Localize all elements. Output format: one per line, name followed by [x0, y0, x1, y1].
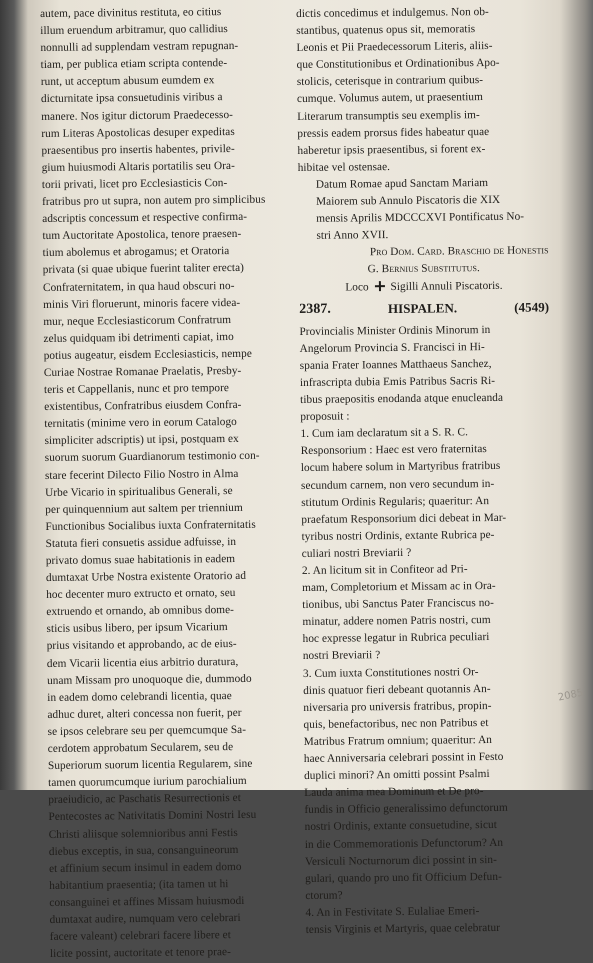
text-line: facere valeant) celebrari facere libere et: [49, 929, 231, 944]
text-line: tiam, per publica etiam scripta contende-: [40, 57, 228, 72]
text-line: Angelorum Provincia S. Francisci in Hi-: [299, 340, 485, 355]
text-line: 4. An in Festivitate S. Eulaliae Emeri-: [305, 905, 480, 919]
text-line: existentibus, Confratribus eiusdem Confra-: [44, 399, 242, 414]
text-line: duplici minori? An omitti possint Psalmi: [304, 768, 490, 783]
text-line: gium huiusmodi Altaris portatilis seu Ora-: [41, 159, 235, 174]
text-line: autem, pace divinitus restituta, eo citius: [40, 6, 222, 20]
text-line: Superiorum suorum licentia Regularem, sine: [47, 757, 253, 773]
text-line: rum Literas Apostolicas desuper expeditas: [41, 125, 235, 140]
text-line: haberetur ipsis praesentibus, si forent ex-: [297, 142, 486, 157]
text-line: sticis usibus libero, per ipsum Vicarium: [46, 621, 228, 636]
text-line: potius augeatur, eisdem Ecclesiasticis, nempe: [43, 347, 252, 362]
text-line: hoc expresse legatur in Rubrica peculiari: [302, 631, 490, 646]
text-line: Datum Romae apud Sanctam Mariam: [315, 176, 489, 191]
intro-paragraph: [299, 321, 550, 426]
text-line: Versiculi Nocturnorum dici possint in sin-: [304, 853, 497, 868]
question-4: [305, 902, 555, 939]
text-line: mensis Aprilis MDCCCXVI Pontificatus No-: [316, 210, 525, 225]
text-line: quis, benefactoribus, nec non Patribus et: [303, 716, 489, 731]
text-line: mur, neque Ecclesiasticorum Confratrum: [43, 313, 232, 328]
text-line: stitutum Ordinis Regularis; quaeritur: An: [301, 494, 490, 509]
text-line: praesentibus pro insertis habentes, privile-: [41, 142, 235, 157]
text-line: Provincialis Minister Ordinis Minorum in: [299, 323, 491, 338]
text-line: et affinium secum insimul in eadem domo: [48, 860, 242, 875]
text-line: stolicis, ceterisque in contrarium quibus-: [296, 74, 484, 89]
text-line: locum habere solum in Martyribus fratribus: [300, 460, 501, 475]
text-line: 2. An licitum sit in Confiteor ad Pri-: [301, 563, 468, 577]
text-line: licite possint, auctoritate et tenore prae-: [49, 946, 231, 961]
text-line: minatur, addere nomen Patris nostri, cum: [302, 614, 491, 629]
text-line: Christi aliisque solemnioribus anni Festis: [48, 826, 238, 841]
text-line: nonnulli ad supplendam vestram repugnan-: [40, 40, 239, 55]
book-page: [20, 0, 585, 961]
text-line: praeiudicio, ac Paschatis Resurrectionis et: [48, 792, 241, 807]
text-line: manere. Nos igitur dictorum Praedecesso-: [41, 108, 234, 123]
text-line: fundis in Officio generalissimo defunctorum: [304, 802, 508, 817]
question-3: [303, 663, 555, 905]
text-line: ctorum?: [305, 889, 343, 902]
text-line: Lauda anima mea Dominum et De pro-: [304, 785, 484, 800]
text-line: Pentecostes ac Nativitatis Domini Nostri Iesu: [48, 809, 257, 824]
text-line: spania Frater Ioannes Matthaeus Sanchez,: [299, 357, 492, 372]
text-line: cerdotem approbatum Secularem, seu de: [47, 741, 234, 755]
text-line: adscriptis concessum et respective confirma-: [42, 210, 248, 226]
text-line: adhuc duret, alteri concessa non fuerit, per: [47, 706, 242, 721]
left-column: [40, 3, 308, 963]
datum-paragraph: [298, 174, 549, 245]
text-line: dicturnitate ipsa consuetudinis viribus a: [40, 91, 223, 106]
text-line: tibus praepositis enodanda atque enucleanda: [300, 391, 504, 407]
text-line: Literarum transumptis seu exemplis im-: [297, 108, 480, 123]
text-line: Curiae Nostrae Romanae Praelatis, Presby-: [43, 364, 242, 379]
text-line: dinis quatuor fieri debeant quotannis An-: [303, 682, 491, 697]
text-line: 1. Cum iam declaratum sit a S. R. C.: [300, 426, 469, 441]
entry-header: [299, 298, 549, 318]
text-line: stare fecerint Dilecto Filio Nostro in Alma: [44, 467, 239, 482]
text-line: simpliciter adscriptis) ut ipsi, postquam ex: [44, 433, 239, 448]
text-line: runt, ut acceptum abusum eumdem ex: [40, 74, 215, 89]
right-column: [296, 3, 556, 939]
text-line: tionibus, ubi Sanctus Pater Franciscus no-: [302, 597, 494, 612]
text-line: tensis Virginis et Martyris, quae celebratur: [305, 921, 501, 936]
right-opening-paragraph: [296, 3, 548, 177]
text-line: zelus quidquam ibi detrimenti capiat, imo: [43, 330, 234, 345]
text-line: unam Missam pro unoquoque die, dummodo: [47, 672, 252, 687]
text-line: in die Commemorationis Defunctorum? An: [304, 836, 504, 851]
text-line: nostri Breviarii ?: [302, 649, 381, 663]
text-line: diebus exceptis, in sua, consanguineorum: [48, 843, 239, 858]
text-line: nostri Ordinis, extante consuetudine, sicut: [304, 819, 497, 834]
text-line: tyribus nostri Ordinis, extante Rubrica pe-: [301, 528, 495, 543]
text-line: extruendo et ornando, ab omnibus dome-: [46, 604, 235, 619]
text-line: suorum suorum Guardianorum testimonio con-: [44, 450, 260, 465]
text-line: hoc decenter muro extructo et ornato, seu: [46, 587, 236, 602]
question-1: [300, 424, 551, 563]
text-line: dumtaxat audire, numquam vero celebrari: [49, 911, 241, 926]
text-line: proposuit :: [300, 410, 350, 424]
entry-reference: (4549): [514, 298, 550, 315]
text-line: consanguinei et affines Missam huiusmodi: [49, 894, 245, 909]
text-line: hibitae vel ostensae.: [297, 160, 391, 174]
text-line: niversaria pro universis fratribus, propin-: [303, 699, 492, 714]
text-line: privata (si quae ubique fuerint taliter erecta): [42, 262, 245, 277]
text-line: 3. Cum iuxta Constitutiones nostri Or-: [302, 665, 479, 680]
text-line: Responsorium : Haec est vero fraternitas: [300, 443, 487, 458]
text-line: ternitatis (minime vero in eorum Catalogo: [44, 416, 237, 431]
text-line: haec Anniversaria celebrari possint in Festo: [303, 750, 504, 765]
text-line: dem Vicarii licentia eius arbitrio duratura,: [46, 655, 239, 670]
text-line: pressis eadem prorsus fides habeatur quae: [297, 125, 490, 140]
text-line: secundum carnem, non vero secundum in-: [300, 477, 495, 492]
text-line: habitantium praesentia; (ita tamen ut hi: [49, 877, 229, 892]
text-line: torii privati, licet pro Ecclesiasticis Con-: [41, 176, 228, 191]
text-line: in eadem domo celebrandi licentia, quae: [47, 689, 232, 704]
text-line: Matribus Fratrum omnium; quaeritur: An: [303, 733, 493, 748]
substitute-line: G. Bernius Substitutus.: [367, 262, 480, 276]
text-line: tum Auctoritate Apostolica, tenore praesen-: [42, 228, 242, 243]
text-line: dumtaxat Urbe Nostra existente Oratorio ad: [45, 569, 247, 585]
entry-number: 2387.: [299, 301, 332, 317]
text-line: Statuta fieri consuetis assidue adfuisse, in: [45, 535, 237, 550]
text-line: illum eruendum arbitramur, quo callidius: [40, 23, 228, 38]
text-line: stantibus, quatenus opus sit, memoratis: [296, 23, 476, 38]
text-line: gulari, quando pro uno fit Officium Defun-: [305, 870, 502, 885]
text-line: Leonis et Pii Praedecessorum Literis, aliis-: [296, 40, 493, 55]
text-line: Urbe Vicario in spiritualibus Generali, se: [45, 484, 233, 499]
text-line: mam, Completorium et Missam ac in Ora-: [302, 580, 496, 595]
signature-line: Pro Dom. Card. Braschio de Honestis: [369, 244, 549, 259]
text-line: teris et Cappellanis, nunc et pro tempore: [43, 382, 230, 397]
text-line: fratribus pro ut supra, non autem pro simplicibus: [41, 193, 266, 209]
pencil-margin-note: 2085: [557, 687, 585, 704]
text-line: Maiorem sub Annulo Piscatoris die XIX: [315, 193, 501, 208]
seal-line: [299, 277, 549, 297]
text-line: cumque. Volumus autem, ut praesentium: [296, 91, 483, 106]
text-line: que Constitutionibus et Ordinationibus Apo-: [296, 57, 500, 72]
question-2: [302, 560, 553, 665]
text-line: infrascripta dubia Emis Patribus Sacris Ri-: [299, 374, 496, 389]
text-line: culiari nostri Breviarii ?: [301, 546, 412, 560]
text-line: Confraternitatem, in qua haud obscuri no-: [42, 279, 235, 294]
loco-text: Loco: [345, 280, 369, 293]
text-line: praefatum Responsorium dici debeat in Mar-: [301, 511, 507, 526]
entry-place: HISPALEN.: [387, 299, 458, 316]
text-line: stri Anno XVII.: [316, 229, 389, 243]
text-line: tamen quorumcumque iurium parochialium: [48, 775, 247, 790]
cross-icon: [375, 281, 385, 291]
seal-text: Sigilli Annuli Piscatoris.: [390, 279, 503, 293]
text-line: dictis concedimus et indulgemus. Non ob-: [296, 5, 489, 20]
text-line: prius visitando et approbando, ac de eius-: [46, 638, 237, 653]
text-line: tium abolemus et abrogamus; et Oratoria: [42, 245, 230, 260]
text-line: minis Viri floruerunt, minoris facere videa-: [43, 296, 241, 311]
text-line: Functionibus Socialibus iuxta Confraternitatis: [45, 518, 256, 533]
text-line: per quinquennium aut saltem per triennium: [45, 501, 243, 516]
text-line: privato domus suae habitationis in eadem: [45, 552, 236, 567]
text-line: se ipsos celebrare seu per quemcumque Sa-: [47, 723, 247, 738]
